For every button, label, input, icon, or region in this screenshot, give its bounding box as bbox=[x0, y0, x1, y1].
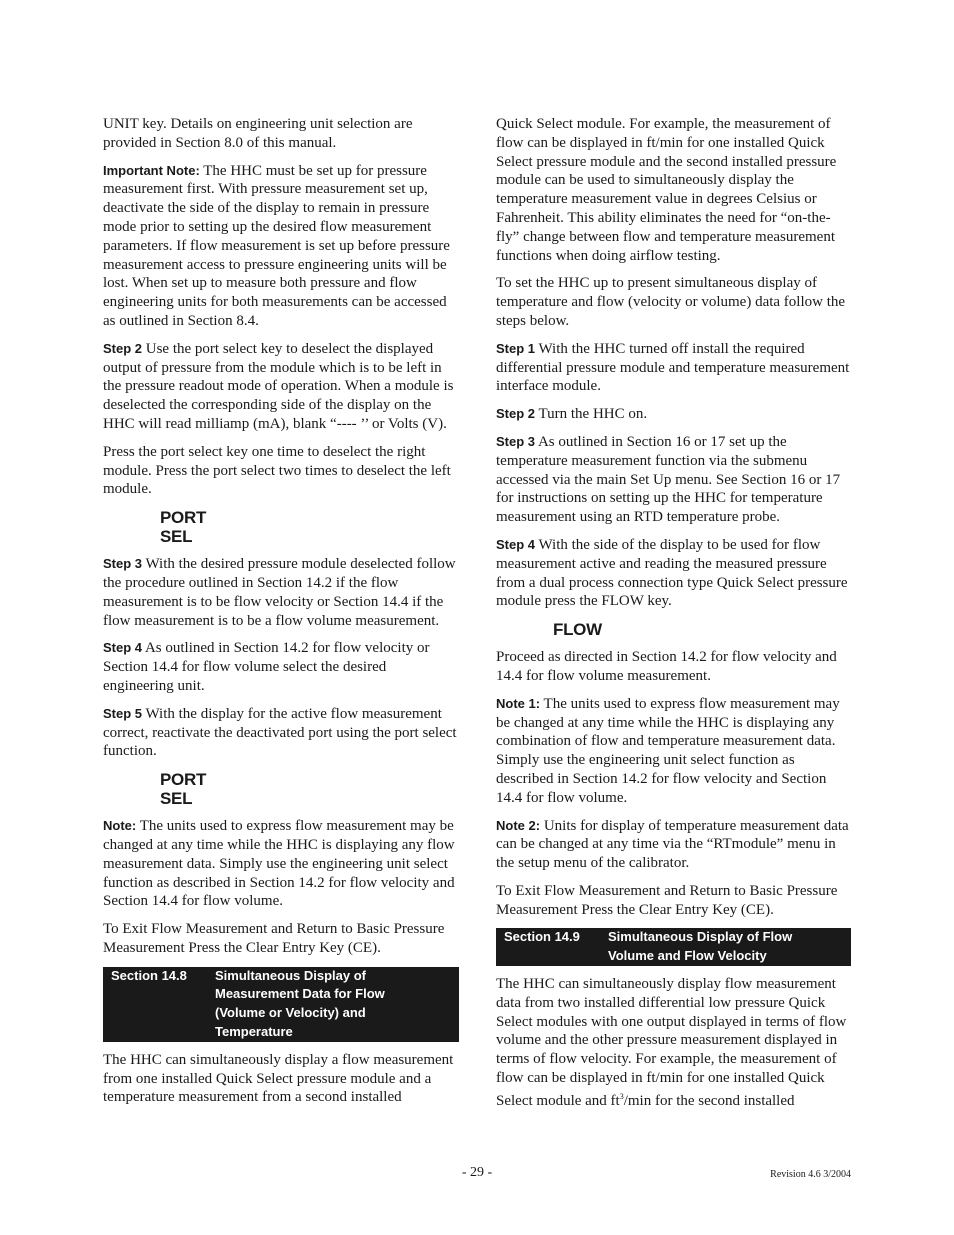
step-1: Step 1 With the HHC turned off install the required differential pressure module and temperature measurement interface module. bbox=[496, 340, 850, 395]
step-label: Step 1 bbox=[496, 340, 536, 356]
section-number: Section 14.9 bbox=[504, 929, 580, 945]
step-label: Step 3 bbox=[103, 556, 143, 572]
body-paragraph: Quick Select module. For example, the measurement of flow can be displayed in ft/min for one installed Quick Select pressure module and the second installed pressure module can be used to simultaneously display the temperature measurement value in degrees Celsius or Fahrenheit. This ability eliminates the need for “on-the-fly” change between flow and temperature measurement functions when doing airflow testing. bbox=[496, 116, 837, 264]
port-sel-key: PORT SEL bbox=[160, 770, 207, 809]
superscript: 3 bbox=[619, 1091, 624, 1101]
section-heading-14-9 bbox=[496, 928, 851, 966]
step-5: Step 5 With the display for the active flow measurement correct, reactivate the deactivated port using the port select function. bbox=[103, 705, 457, 760]
note-label: Important Note: bbox=[103, 162, 200, 178]
step-label: Step 4 bbox=[103, 640, 143, 656]
right-column bbox=[496, 115, 851, 1120]
body-paragraph: The HHC can simultaneously display a flow measurement from one installed Quick Select pressure module and a temperature measurement from a second installed bbox=[103, 1051, 454, 1106]
note-label: Note 2: bbox=[496, 817, 541, 833]
step-label: Step 3 bbox=[496, 433, 536, 449]
step-label: Step 5 bbox=[103, 705, 143, 721]
step-4: Step 4 As outlined in Section 14.2 for flow velocity or Section 14.4 for flow volume select the desired engineering unit. bbox=[103, 640, 430, 694]
step-4: Step 4 With the side of the display to be used for flow measurement active and reading the measured pressure from a dual process connection type Quick Select pressure module press the FLOW key. bbox=[496, 536, 848, 610]
body-paragraph: To Exit Flow Measurement and Return to Basic Pressure Measurement Press the Clear Entry Key (CE). bbox=[496, 882, 838, 918]
important-note: Important Note: The HHC must be set up for pressure measurement first. With pressure measurement set up, deactivate the side of the display to remain in pressure mode prior to setting up the desired flow measurement parameters. If flow measurement is set up before pressure measurement access to pressure engineering units will be lost. When set up to measure both pressure and flow engineering units for both measurements can be accessed as outlined in Section 8.4. bbox=[103, 162, 450, 329]
body-paragraph: To Exit Flow Measurement and Return to Basic Pressure Measurement Press the Clear Entry Key (CE). bbox=[103, 921, 445, 956]
body-paragraph: To set the HHC up to present simultaneous display of temperature and flow (velocity or volume) data follow the steps below. bbox=[496, 275, 846, 329]
note-1: Note 1: The units used to express flow measurement may be changed at any time while the HHC is displaying any combination of flow and temperature measurement data. Simply use the engineering unit select function as described in Section 14.2 for flow velocity and Section 14.4 for flow volume. bbox=[496, 695, 840, 806]
note: Note: The units used to express flow measurement may be changed at any time while the HHC is displaying any flow measurement data. Simply use the engineering unit select function as described in Section 14.2 for flow velocity and Section 14.4 for flow volume. bbox=[103, 818, 455, 910]
step-label: Step 2 bbox=[103, 340, 143, 356]
step-3: Step 3 As outlined in Section 16 or 17 set up the temperature measurement function via the submenu accessed via the main Set Up menu. See Section 16 or 17 for instructions on setting up the HHC for temperature measurement using an RTD temperature probe. bbox=[496, 433, 841, 526]
flow-key: FLOW bbox=[553, 620, 602, 640]
body-paragraph: Proceed as directed in Section 14.2 for flow velocity and 14.4 for flow volume measurement. bbox=[496, 649, 837, 684]
left-column bbox=[103, 115, 459, 1116]
section-heading-14-8 bbox=[103, 967, 459, 1042]
body-paragraph: UNIT key. Details on engineering unit selection are provided in Section 8.0 of this manual. bbox=[103, 116, 413, 151]
port-sel-key: PORT SEL bbox=[160, 508, 207, 547]
section-title: Simultaneous Display of Flow Volume and Flow Velocity bbox=[608, 929, 793, 964]
step-label: Step 2 bbox=[496, 406, 536, 422]
note-label: Note 1: bbox=[496, 695, 541, 711]
step-3: Step 3 With the desired pressure module deselected follow the procedure outlined in Section 14.2 if the flow measurement is to be flow velocity or Section 14.4 if the flow measurement is to be a flow volume measurement. bbox=[103, 556, 456, 629]
section-title: Simultaneous Display of Measurement Data for Flow (Volume or Velocity) and Temperature bbox=[215, 967, 385, 1040]
revision-label: Revision 4.6 3/2004 bbox=[770, 1169, 851, 1180]
page-number: - 29 - bbox=[461, 1165, 493, 1180]
step-label: Step 4 bbox=[496, 536, 536, 552]
step-2: Step 2 Turn the HHC on. bbox=[496, 406, 648, 423]
body-paragraph: Press the port select key one time to deselect the right module. Press the port select two times to deselect the left module. bbox=[103, 443, 451, 498]
step-2: Step 2 Use the port select key to deselect the displayed output of pressure from the module which is to be left in the pressure readout mode of operation. When a module is deselected the corresponding side of the display on the HHC will read milliamp (mA), blank “---- ’’ or Volts (V). bbox=[103, 340, 454, 432]
note-label: Note: bbox=[103, 818, 137, 834]
body-paragraph: The HHC can simultaneously display flow measurement data from two installed differential low pressure Quick Select modules with one output displayed in terms of flow volume and the other pressure measurement displayed in terms of flow velocity. For example, the measurement of flow can be displayed in ft/min for one installed Quick Select module and $ft^3/\min$ for the second installed bbox=[496, 976, 847, 1109]
section-number: Section 14.8 bbox=[111, 967, 187, 983]
note-2: Note 2: Units for display of temperature measurement data can be changed at any time via the “RTmodule” menu in the setup menu of the calibrator. bbox=[496, 817, 849, 872]
